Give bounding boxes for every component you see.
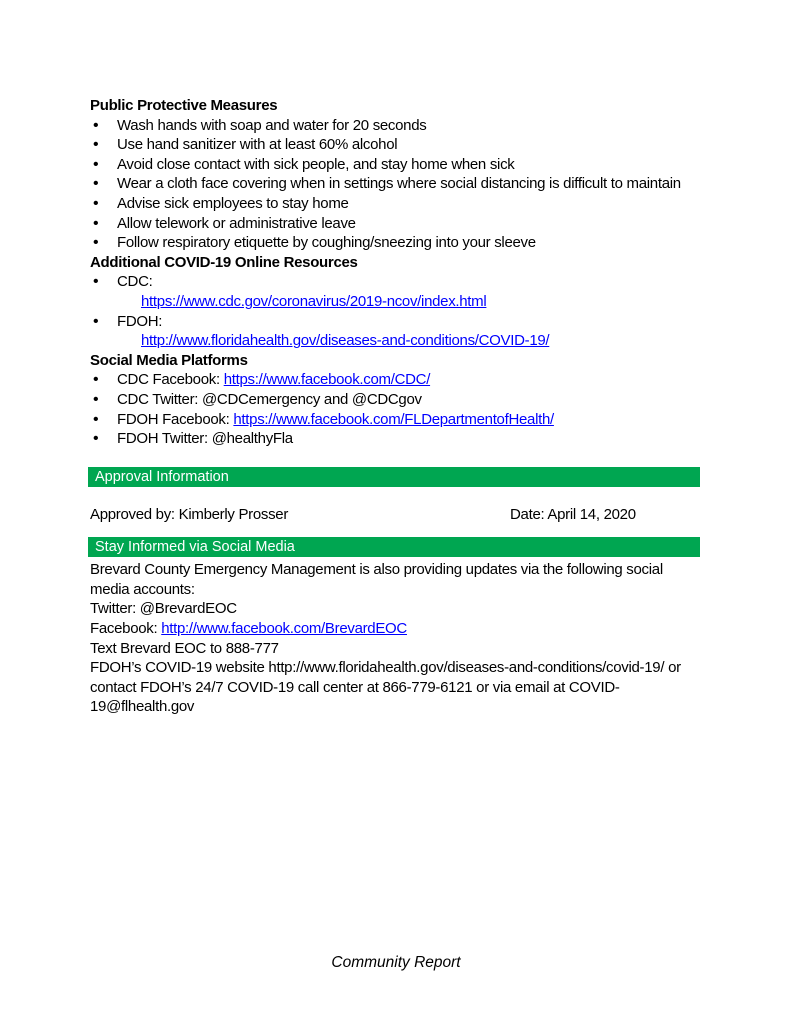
paragraph-line-text: Brevard County Emergency Management is also providing updates via the following social	[90, 561, 663, 579]
section-heading-online-resources: Additional COVID-19 Online Resources	[90, 253, 358, 271]
paragraph-line-text: 19@flhealth.gov	[90, 698, 195, 716]
social-platforms-list	[90, 370, 700, 448]
resource-link-line	[117, 331, 700, 351]
paragraph-line	[90, 697, 700, 717]
social-item	[90, 390, 700, 410]
paragraph-line	[90, 599, 700, 619]
bullet-item	[90, 233, 700, 253]
social-item	[90, 370, 700, 390]
resource-item	[90, 312, 700, 351]
stay-informed-paragraph	[90, 560, 700, 717]
paragraph-line-text: FDOH’s COVID-19 website http://www.floridahealth.gov/diseases-and-conditions/covid-19/ or	[90, 659, 681, 677]
paragraph-line	[90, 560, 700, 580]
bullet-item	[90, 214, 700, 234]
approval-date-text: Date: April 14, 2020	[510, 505, 636, 523]
bullet-item	[90, 194, 700, 214]
social-hyperlink[interactable]: https://www.facebook.com/CDC/	[223, 371, 431, 389]
bullet-item-text: Use hand sanitizer with at least 60% alcohol	[117, 136, 398, 154]
social-hyperlink[interactable]: https://www.facebook.com/FLDepartmentofHealth/	[233, 410, 554, 428]
resource-item	[90, 272, 700, 311]
social-item-prefix: FDOH Facebook:	[117, 410, 234, 428]
paragraph-line	[90, 619, 700, 639]
paragraph-hyperlink[interactable]: http://www.facebook.com/BrevardEOC	[161, 620, 407, 638]
approval-banner	[88, 467, 700, 487]
paragraph-line	[90, 678, 700, 698]
paragraph-line-prefix: Facebook:	[90, 620, 162, 638]
social-item	[90, 429, 700, 449]
section-heading-protective-measures: Public Protective Measures	[90, 97, 278, 114]
resource-hyperlink[interactable]: https://www.cdc.gov/coronavirus/2019-ncov/index.html	[141, 292, 487, 310]
bullet-item	[90, 135, 700, 155]
paragraph-line-text: media accounts:	[90, 580, 195, 598]
stay-informed-banner	[88, 537, 700, 557]
bullet-item	[90, 155, 700, 175]
protective-measures-list	[90, 116, 700, 253]
resource-label: FDOH:	[117, 312, 163, 330]
social-item-prefix: CDC Facebook:	[117, 371, 224, 389]
paragraph-line-text: contact FDOH’s 24/7 COVID-19 call center at 866-779-6121 or via email at COVID-	[90, 678, 620, 696]
stay-informed-banner-title: Stay Informed via Social Media	[95, 539, 295, 556]
approval-banner-title: Approval Information	[95, 468, 229, 485]
approval-row	[90, 505, 700, 525]
paragraph-line-text: Twitter: @BrevardEOC	[90, 600, 237, 618]
bullet-item-text: Allow telework or administrative leave	[117, 214, 356, 232]
bullet-item-text: Avoid close contact with sick people, and stay home when sick	[117, 155, 515, 173]
social-item-text: FDOH Twitter: @healthyFla	[117, 430, 293, 448]
paragraph-line	[90, 658, 700, 678]
paragraph-line	[90, 639, 700, 659]
bullet-item-text: Wash hands with soap and water for 20 seconds	[117, 116, 427, 134]
resource-link-line	[117, 292, 700, 312]
resource-label: CDC:	[117, 273, 153, 291]
approved-by-text: Approved by: Kimberly Prosser	[90, 505, 289, 523]
social-item-text: CDC Twitter: @CDCemergency and @CDCgov	[117, 390, 422, 408]
resource-hyperlink[interactable]: http://www.floridahealth.gov/diseases-and-conditions/COVID-19/	[141, 332, 550, 350]
bullet-item-text: Wear a cloth face covering when in settings where social distancing is difficult to maintain	[117, 175, 681, 193]
bullet-item-text: Advise sick employees to stay home	[117, 194, 349, 212]
bullet-item-text: Follow respiratory etiquette by coughing/sneezing into your sleeve	[117, 234, 536, 252]
paragraph-line	[90, 580, 700, 600]
bullet-item	[90, 174, 700, 194]
bullet-item	[90, 116, 700, 136]
online-resources-list	[90, 272, 700, 350]
section-heading-social-platforms: Social Media Platforms	[90, 351, 248, 369]
document-content	[90, 96, 700, 717]
paragraph-line-text: Text Brevard EOC to 888-777	[90, 639, 279, 657]
footer-title: Community Report	[331, 954, 461, 971]
social-item	[90, 410, 700, 430]
